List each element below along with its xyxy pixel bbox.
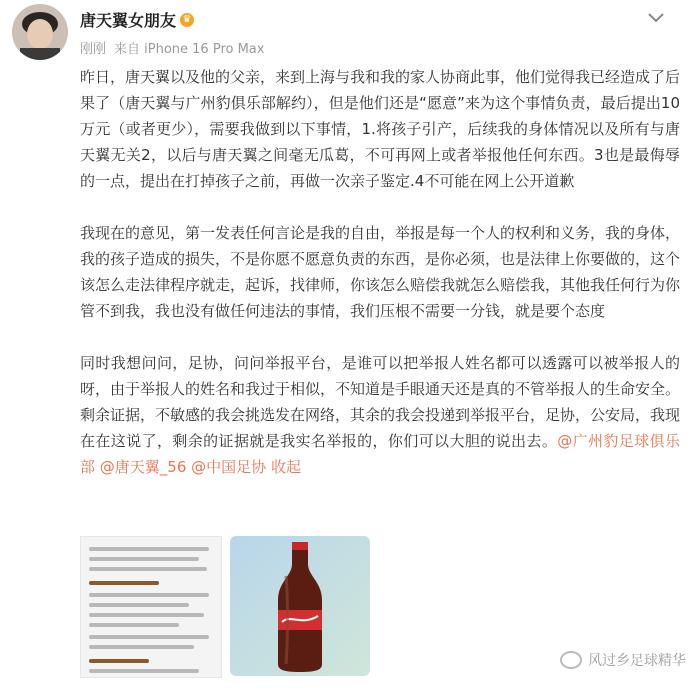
post-paragraph-3-text: 同时我想问问，足协，问问举报平台，是谁可以把举报人姓名都可以透露可以被举报人的呀，由于举报人的姓名和我过于相似，不知道是手眼通天还是真的不管举报人的生命安全。剩余证据，不敏感的我会挑选发在网络，其余的我会投递到举报平台，足协，公安局，我现在在这说了，剩余的证据就是我实名举报的，你们可以大胆的说出去。: [80, 354, 681, 450]
mention-cfa[interactable]: @中国足协: [191, 458, 267, 476]
username[interactable]: [80, 8, 194, 31]
weibo-icon: [560, 651, 582, 669]
post-source: 来自 iPhone 16 Pro Max: [114, 42, 265, 57]
mention-guangzhou-leopards[interactable]: @广州豹足球俱乐部: [80, 432, 680, 476]
post-body: [80, 64, 680, 506]
post-time: 刚刚: [80, 42, 107, 57]
watermark: [560, 650, 686, 670]
post-images: [80, 536, 370, 678]
cola-bottle-photo[interactable]: [230, 536, 370, 676]
username-text[interactable]: 唐天翼女朋友: [80, 11, 177, 30]
mention-tang-tianyi[interactable]: @唐天翼_56: [99, 458, 187, 476]
post-paragraph-2: 我现在的意见，第一发表任何言论是我的自由，举报是每一个人的权利和义务，我的身体，我的孩子造成的损失，不是你愿不愿意负责的东西，是你必须，也是法律上你要做的，这个该怎么走法律程序就走，起诉，找律师，你该怎么赔偿我就怎么赔偿我，其他我任何行为你管不到我，我也没有做任何违法的事情，我们压根不需要一分钱，就是要个态度: [80, 224, 681, 320]
avatar[interactable]: [12, 4, 68, 60]
watermark-text: 风过乡足球精华: [588, 653, 686, 669]
document-screenshot[interactable]: [80, 536, 222, 678]
chevron-down-icon[interactable]: [648, 8, 664, 27]
post-paragraph-1: 昨日，唐天翼以及他的父亲，来到上海与我和我的家人协商此事，他们觉得我已经造成了后果了（唐天翼与广州豹俱乐部解约），但是他们还是“愿意”来为这个事情负责，最后提出10万元（或者更少），需要我做到以下事情，1.将孩子引产，后续我的身体情况以及所有与唐天翼无关2，以后与唐天翼之间毫无瓜葛，不可再网上或者举报他任何东西。3也是最侮辱的一点，提出在打掉孩子之前，再做一次亲子鉴定.4不可能在网上公开道歉: [80, 68, 681, 190]
post-meta: [80, 38, 264, 57]
crown-icon: ♛: [180, 13, 194, 27]
post-paragraph-3: [80, 350, 680, 480]
fold-button[interactable]: 收起: [270, 458, 301, 476]
